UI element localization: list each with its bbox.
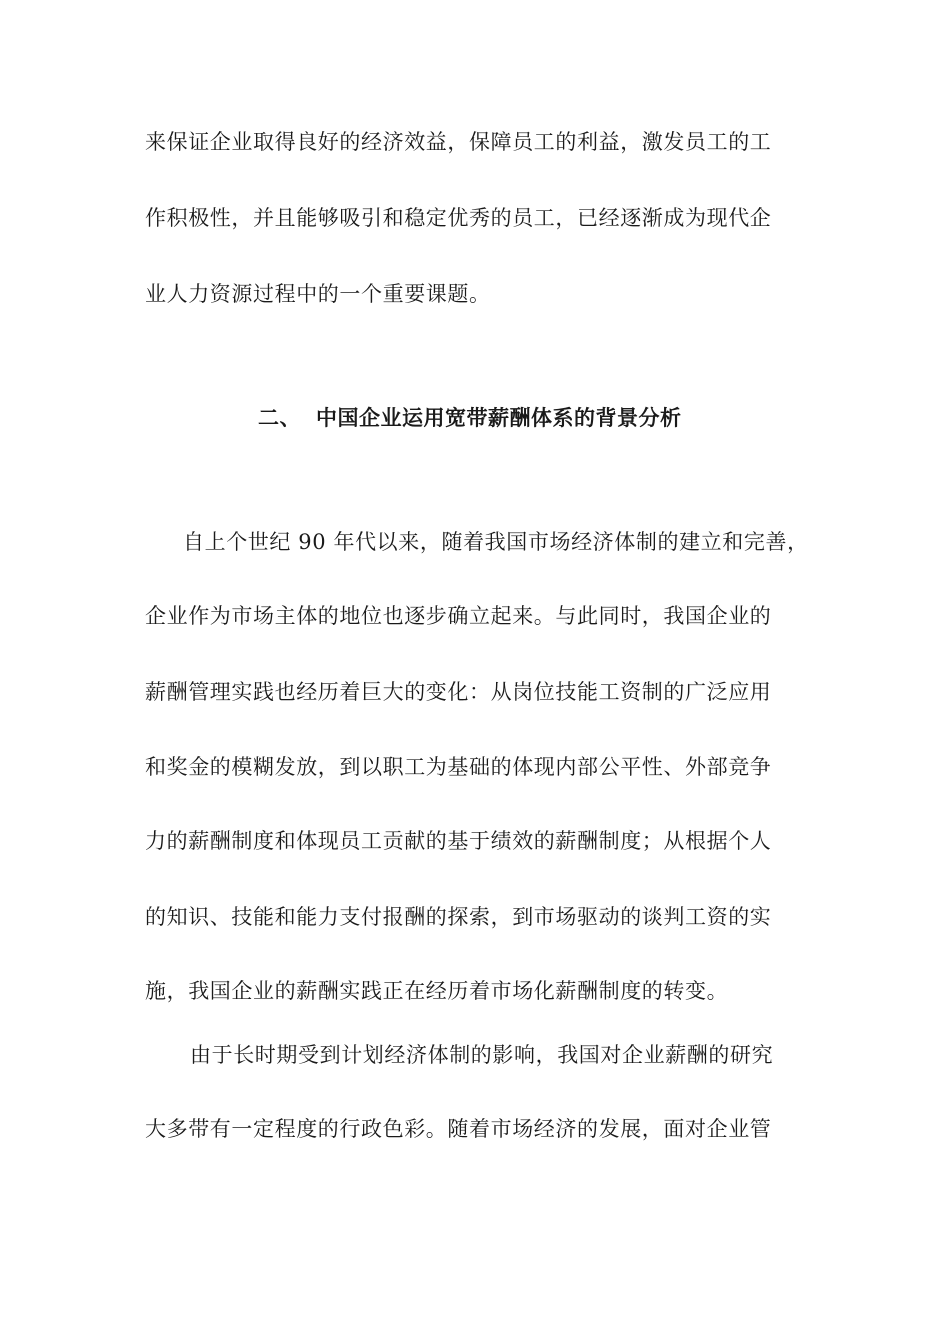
paragraph-line: 由于长时期受到计划经济体制的影响，我国对企业薪酬的研究: [190, 1043, 774, 1067]
paragraph-line: 的知识、技能和能力支付报酬的探索，到市场驱动的谈判工资的实: [145, 905, 772, 929]
paragraph-line: 大多带有一定程度的行政色彩。随着市场经济的发展，面对企业管: [145, 1117, 772, 1141]
paragraph-line: 薪酬管理实践也经历着巨大的变化：从岗位技能工资制的广泛应用: [145, 680, 772, 704]
paragraph-line: 业人力资源过程中的一个重要课题。: [145, 282, 491, 306]
paragraph-line: 和奖金的模糊发放，到以职工为基础的体现内部公平性、外部竞争: [145, 755, 772, 779]
paragraph-line: 来保证企业取得良好的经济效益，保障员工的利益，激发员工的工: [145, 130, 772, 154]
section-number: 二、: [258, 406, 301, 430]
paragraph-line: 力的薪酬制度和体现员工贡献的基于绩效的薪酬制度；从根据个人: [145, 829, 772, 853]
paragraph-line: 施，我国企业的薪酬实践正在经历着市场化薪酬制度的转变。: [145, 979, 729, 1003]
paragraph-line: 企业作为市场主体的地位也逐步确立起来。与此同时，我国企业的: [145, 604, 772, 628]
paragraph-line: 自上个世纪 90 年代以来，随着我国市场经济体制的建立和完善，: [183, 530, 809, 554]
section-heading: [258, 403, 682, 433]
section-title: 中国企业运用宽带薪酬体系的背景分析: [316, 406, 682, 430]
paragraph-line: 作积极性，并且能够吸引和稳定优秀的员工，已经逐渐成为现代企: [145, 206, 772, 230]
